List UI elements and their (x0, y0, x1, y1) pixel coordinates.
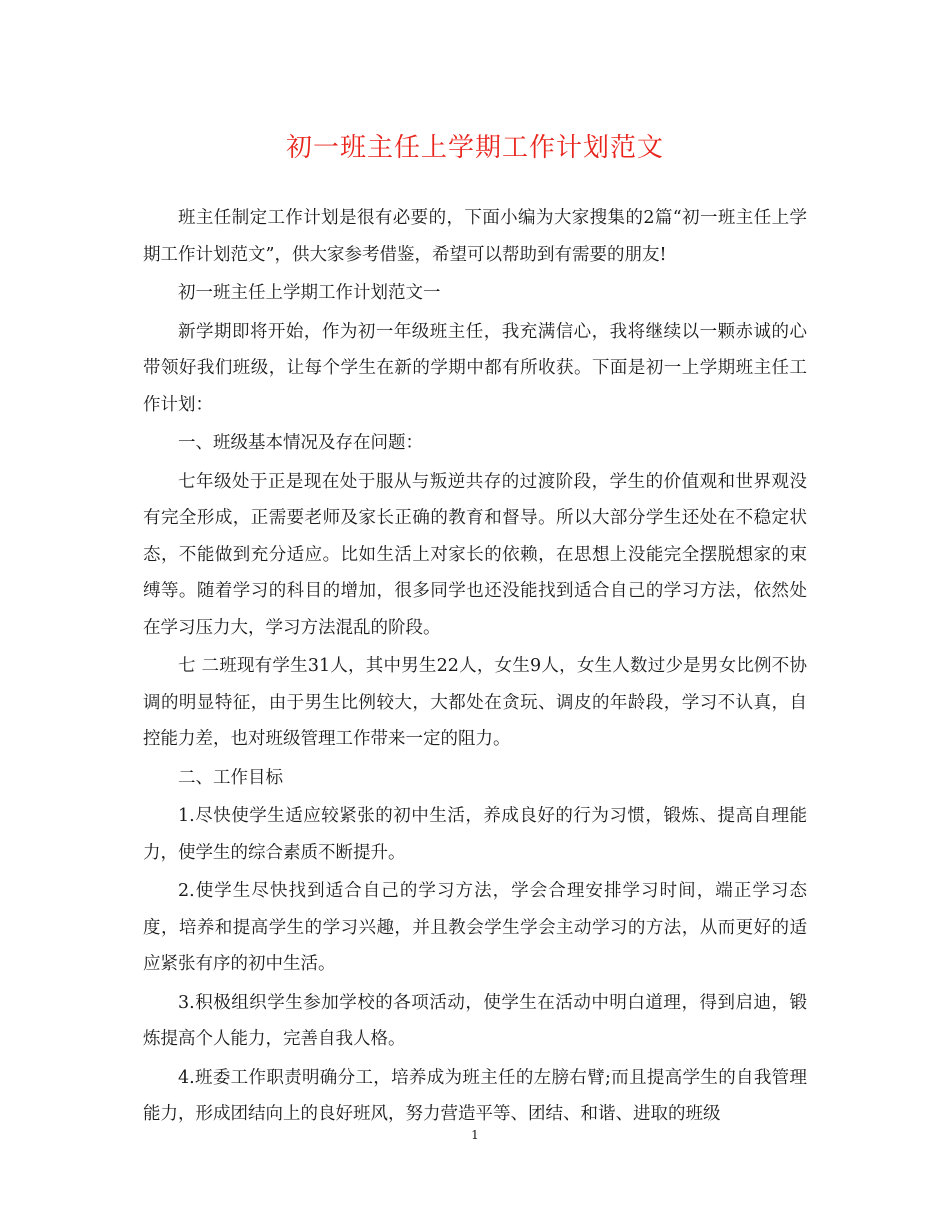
section-heading-article-one: 初一班主任上学期工作计划范文一 (178, 283, 441, 303)
goal-item: 1.尽快使学生适应较紧张的初中生活，养成良好的行为习惯，锻炼、提高自理能力，使学生的综合素质不断提升。 (143, 806, 807, 863)
intro-paragraph: 班主任制定工作计划是很有必要的，下面小编为大家搜集的2篇“初一班主任上学期工作计划范文”，供大家参考借鉴，希望可以帮助到有需要的朋友! (143, 208, 807, 265)
page-number: 1 (471, 1128, 479, 1142)
body-paragraph: 新学期即将开始，作为初一年级班主任，我充满信心，我将继续以一颗赤诚的心带领好我们班级，让每个学生在新的学期中都有所收获。下面是初一上学期班主任工作计划： (143, 321, 807, 415)
goal-item: 4.班委工作职责明确分工，培养成为班主任的左膀右臂;而且提高学生的自我管理能力，形成团结向上的良好班风，努力营造平等、团结、和谐、进取的班级 (143, 1067, 807, 1124)
section-heading-work-goals: 二、工作目标 (178, 767, 283, 788)
document-title: 初一班主任上学期工作计划范文 (285, 133, 664, 163)
body-paragraph: 七 二班现有学生31人，其中男生22人，女生9人，女生人数过少是男女比例不协调的明显特征，由于男生比例较大，大都处在贪玩、调皮的年龄段，学习不认真，自控能力差，也对班级管理工作带来一定的阻力。 (143, 656, 807, 749)
body-paragraph: 七年级处于正是现在处于服从与叛逆共存的过渡阶段，学生的价值观和世界观没有完全形成，正需要老师及家长正确的教育和督导。所以大部分学生还处在不稳定状态，不能做到充分适应。比如生活上对家长的依赖，在思想上没能完全摆脱想家的束缚等。随着学习的科目的增加，很多同学也还没能找到适合自己的学习方法，依然处在学习压力大，学习方法混乱的阶段。 (143, 471, 807, 638)
section-heading-class-situation: 一、班级基本情况及存在问题： (178, 433, 423, 453)
goal-item: 2.使学生尽快找到适合自己的学习方法，学会合理安排学习时间，端正学习态度，培养和提高学生的学习兴趣，并且教会学生学会主动学习的方法，从而更好的适应紧张有序的初中生活。 (143, 881, 807, 974)
goal-item: 3.积极组织学生参加学校的各项活动，使学生在活动中明白道理，得到启迪，锻炼提高个人能力，完善自我人格。 (143, 992, 807, 1049)
document-body (143, 200, 807, 1135)
